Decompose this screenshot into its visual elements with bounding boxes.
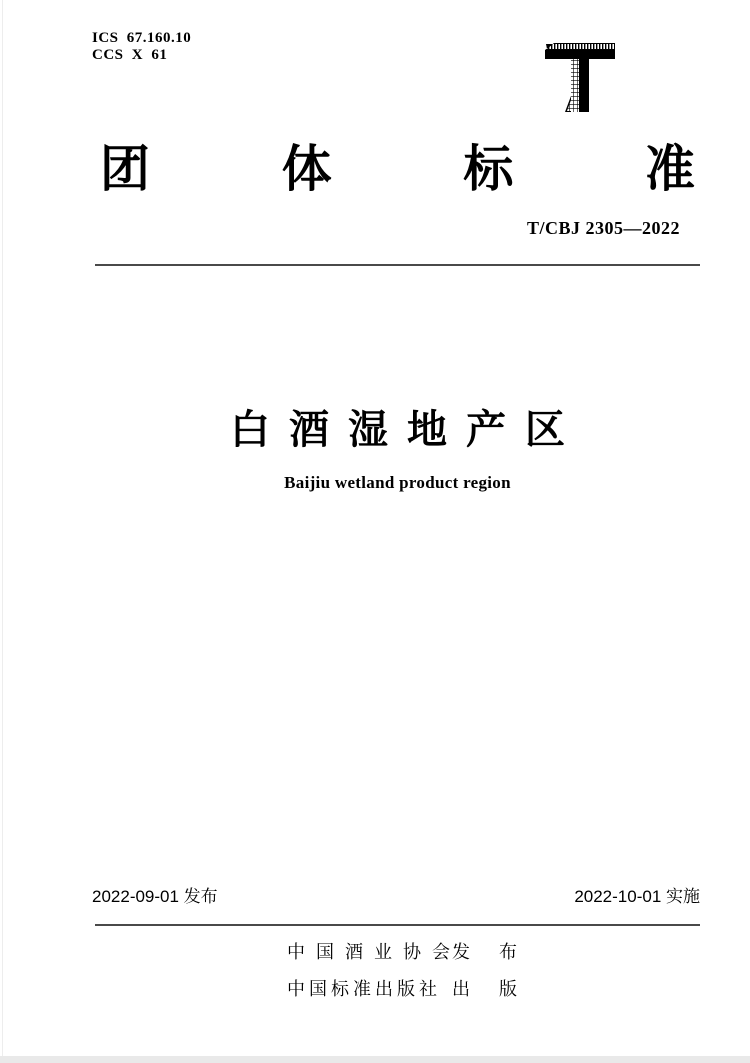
group-standard-t-logo-icon bbox=[545, 40, 615, 118]
standard-title-chinese: 白酒湿地产区 bbox=[230, 408, 584, 452]
publisher-row bbox=[287, 975, 529, 1001]
title-char: 团 bbox=[100, 141, 150, 197]
publisher-row bbox=[287, 938, 529, 964]
publisher-block bbox=[287, 938, 529, 1012]
title-char: 体 bbox=[281, 141, 332, 197]
ics-code: ICS 67.160.10 bbox=[92, 30, 192, 46]
ccs-code: CCS X 61 bbox=[92, 47, 168, 63]
page-bottom-edge bbox=[0, 1056, 750, 1063]
title-char: 标 bbox=[463, 141, 514, 197]
date-row bbox=[92, 887, 700, 907]
publisher-action: 出 版 bbox=[451, 979, 529, 999]
implementation-date: 2022-10-01 实施 bbox=[574, 887, 700, 906]
standard-title-english: Baijiu wetland product region bbox=[284, 473, 511, 492]
document-type-title bbox=[100, 140, 695, 198]
standard-number: T/CBJ 2305—2022 bbox=[526, 218, 680, 238]
title-char: 准 bbox=[644, 141, 695, 197]
header-divider-rule bbox=[95, 264, 700, 266]
publisher-action: 发 布 bbox=[451, 942, 529, 962]
issue-date: 2022-09-01 发布 bbox=[92, 887, 218, 906]
footer-divider-rule bbox=[95, 924, 700, 926]
publisher-org: 中国酒业协会 bbox=[287, 942, 461, 962]
ics-classification-block bbox=[92, 30, 191, 64]
page-left-edge bbox=[2, 0, 3, 1063]
publisher-org: 中国标准出版社 bbox=[287, 979, 441, 999]
